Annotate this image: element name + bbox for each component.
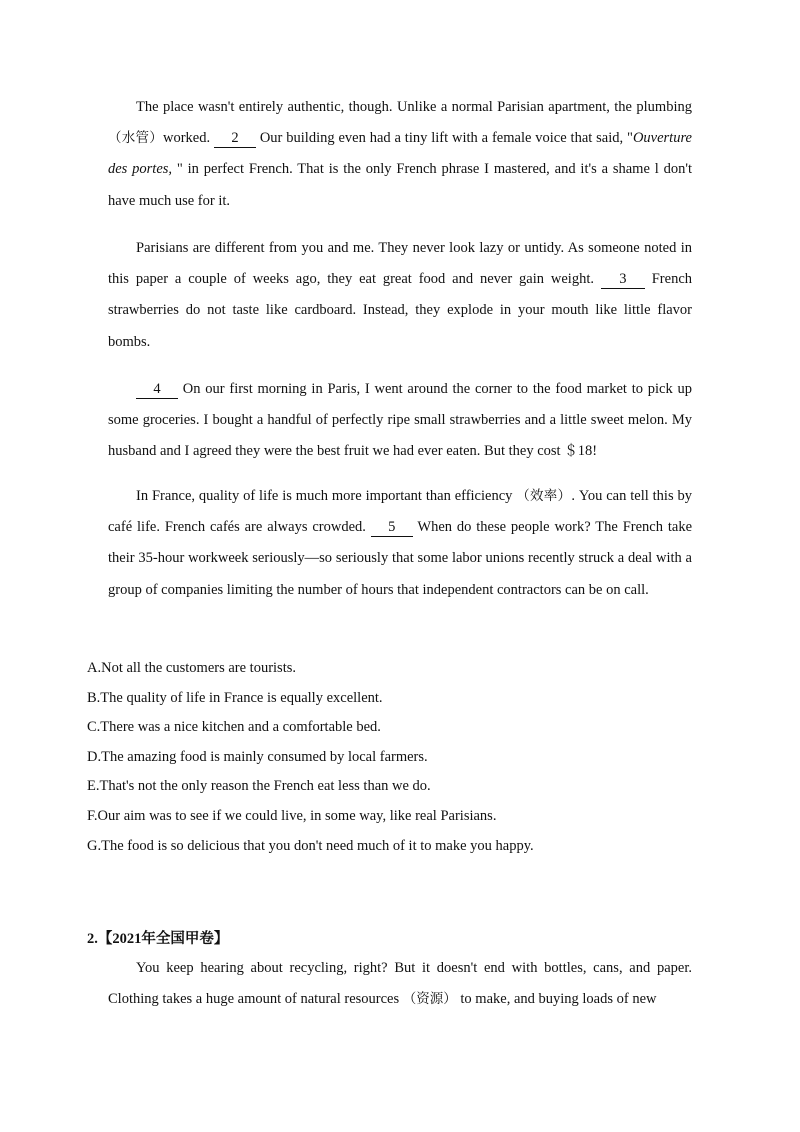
- option-b: B.The quality of life in France is equally excellent.: [87, 689, 383, 706]
- blank-5: 5: [371, 518, 413, 537]
- french-phrase: Ouverture des portes,: [108, 130, 692, 178]
- answer-options: [87, 656, 727, 863]
- paragraph-recycling: [108, 953, 692, 1015]
- option-a: A.Not all the customers are tourists.: [87, 660, 296, 676]
- text: to make, and buying loads of new: [456, 991, 657, 1008]
- blank-3: 3: [601, 270, 645, 289]
- question-heading: 2.【2021年全国甲卷】: [87, 931, 229, 947]
- text: 18!: [577, 443, 598, 460]
- chinese-gloss: （资源）: [402, 991, 457, 1008]
- option-g: G.The food is so delicious that you don't need much of it to make you happy.: [87, 837, 534, 854]
- dollar-sign: ＄: [564, 443, 578, 460]
- text: In France, quality of life is much more important than efficiency: [136, 488, 517, 504]
- paragraph-parisians: [108, 233, 692, 358]
- text: Parisians are different from you and me. They never look lazy or untidy. As someone noted in this paper a couple of weeks ago, they eat great food and never gain weight.: [108, 240, 692, 288]
- blank-2: 2: [214, 129, 256, 148]
- text: You keep hearing about recycling, right? But it doesn't end with bottles, cans, and paper. Clothing takes a huge amount of natural resources: [108, 960, 692, 1008]
- chinese-gloss: （水管）: [108, 130, 163, 147]
- paragraph-market: [108, 374, 692, 468]
- blank-4: 4: [136, 380, 178, 399]
- text: Our building even had a tiny lift with a female voice that said, ": [255, 130, 633, 147]
- text: " in perfect French. That is the only French phrase I mastered, and it's a shame l don't have much use for it.: [108, 161, 692, 209]
- chinese-gloss: （效率）: [516, 488, 572, 504]
- text: The place wasn't entirely authentic, though. Unlike a normal Parisian apartment, the plumbing: [136, 99, 692, 115]
- text: worked.: [162, 130, 214, 147]
- option-c: C.There was a nice kitchen and a comfortable bed.: [87, 719, 381, 736]
- option-d: D.The amazing food is mainly consumed by local farmers.: [87, 748, 428, 765]
- option-f: F.Our aim was to see if we could live, in some way, like real Parisians.: [87, 807, 497, 824]
- text: When do these people work? The French take their 35-hour workweek seriously—so seriously that some labor unions recently struck a deal with a group of companies limiting the number of hours that independent contractors can be on call.: [108, 519, 692, 598]
- option-e: E.That's not the only reason the French eat less than we do.: [87, 778, 431, 795]
- paragraph-quality-of-life: [108, 481, 692, 606]
- text: French strawberries do not taste like cardboard. Instead, they explode in your mouth like little flavor bombs.: [108, 271, 692, 350]
- text: . You can tell this by café life. French cafés are always crowded.: [108, 488, 692, 536]
- paragraph-plumbing: [108, 92, 692, 217]
- text: On our first morning in Paris, I went around the corner to the food market to pick up some groceries. I bought a handful of perfectly ripe small strawberries and a little sweet melon. My husband and I agreed they were the best fruit we had ever eaten. But they cost: [108, 381, 692, 460]
